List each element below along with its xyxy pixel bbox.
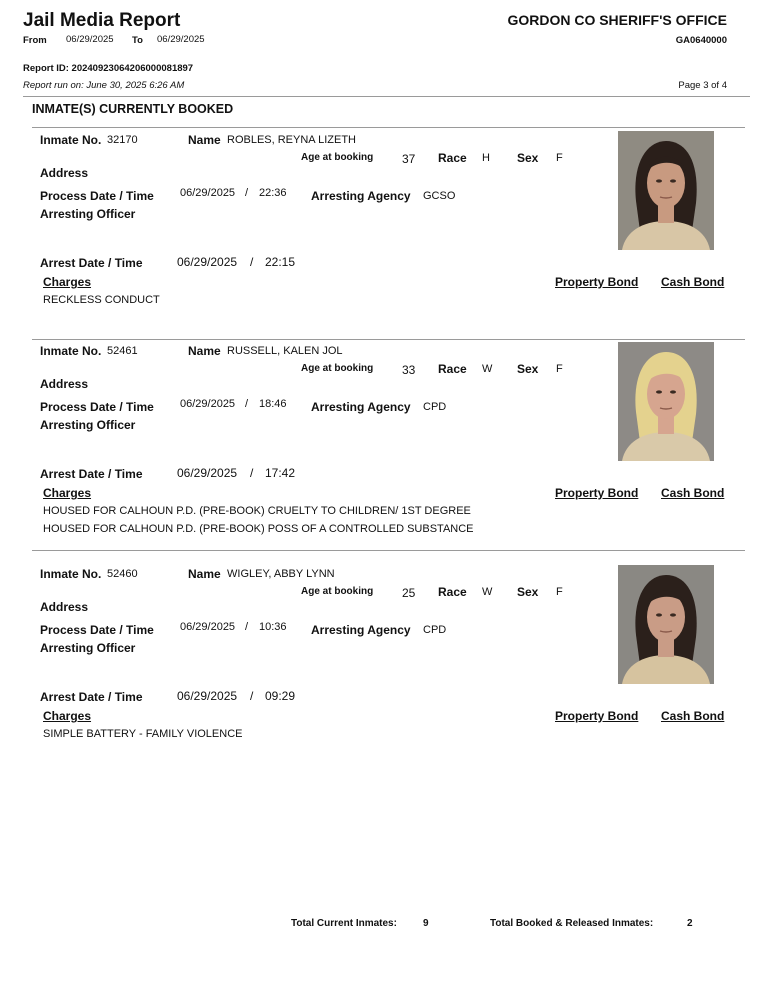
name-label: Name [188, 344, 221, 358]
race-value: H [482, 152, 490, 164]
property-bond-label: Property Bond [555, 486, 639, 500]
address-label: Address [40, 166, 89, 180]
address-label: Address [40, 377, 89, 391]
process-date: 06/29/2025 [180, 187, 236, 199]
total-booked-label: Total Booked & Released Inmates: [490, 918, 654, 929]
arrest-time: 17:42 [265, 466, 296, 480]
race-value: W [482, 586, 493, 598]
total-booked-value: 2 [687, 918, 693, 929]
sex-value: F [556, 586, 563, 598]
inmate-no-label: Inmate No. [40, 133, 102, 147]
cash-bond-label: Cash Bond [661, 275, 725, 289]
arrest-separator: / [250, 466, 254, 480]
arrest-separator: / [250, 255, 254, 269]
from-label: From [23, 35, 47, 46]
inmate-no: 32170 [107, 134, 138, 146]
process-time: 22:36 [259, 187, 287, 199]
age-value: 25 [402, 586, 416, 600]
arresting-officer-label: Arresting Officer [40, 418, 136, 432]
charge-line: SIMPLE BATTERY - FAMILY VIOLENCE [43, 728, 243, 740]
process-separator: / [245, 187, 249, 199]
sex-label: Sex [517, 151, 539, 165]
name-label: Name [188, 567, 221, 581]
inmate-no-label: Inmate No. [40, 344, 102, 358]
report-run-date: Report run on: June 30, 2025 6:26 AM [23, 80, 185, 91]
property-bond-label: Property Bond [555, 709, 639, 723]
agency-code: GA0640000 [675, 35, 727, 46]
header-divider [23, 96, 750, 97]
arrest-date-label: Arrest Date / Time [40, 467, 143, 481]
race-label: Race [438, 585, 467, 599]
charges-label: Charges [43, 486, 92, 500]
record-divider [32, 550, 745, 551]
cash-bond-label: Cash Bond [661, 486, 725, 500]
cash-bond-label: Cash Bond [661, 709, 725, 723]
process-date: 06/29/2025 [180, 398, 236, 410]
inmate-name: ROBLES, REYNA LIZETH [227, 134, 356, 146]
report-title: Jail Media Report [23, 10, 181, 31]
age-value: 37 [402, 152, 416, 166]
race-label: Race [438, 362, 467, 376]
address-label: Address [40, 600, 89, 614]
page-number: Page 3 of 4 [678, 80, 727, 91]
arrest-separator: / [250, 689, 254, 703]
arresting-officer-label: Arresting Officer [40, 641, 136, 655]
property-bond-label: Property Bond [555, 275, 639, 289]
sex-value: F [556, 152, 563, 164]
inmate-name: RUSSELL, KALEN JOL [227, 345, 343, 357]
sex-label: Sex [517, 362, 539, 376]
process-label: Process Date / Time [40, 400, 154, 414]
from-date: 06/29/2025 [66, 34, 114, 45]
arrest-date: 06/29/2025 [177, 466, 238, 480]
age-label: Age at booking [301, 363, 374, 374]
arrest-date: 06/29/2025 [177, 255, 238, 269]
report-id: Report ID: 20240923064206000081897 [23, 63, 194, 74]
age-label: Age at booking [301, 586, 374, 597]
inmate-record [0, 339, 773, 561]
section-title: INMATE(S) CURRENTLY BOOKED [32, 102, 234, 116]
arrest-date: 06/29/2025 [177, 689, 238, 703]
charge-line: HOUSED FOR CALHOUN P.D. (PRE-BOOK) POSS OF A CONTROLLED SUBSTANCE [43, 523, 474, 535]
process-time: 18:46 [259, 398, 287, 410]
to-label: To [132, 35, 143, 46]
inmate-name: WIGLEY, ABBY LYNN [227, 568, 335, 580]
age-label: Age at booking [301, 152, 374, 163]
charges-label: Charges [43, 709, 92, 723]
race-label: Race [438, 151, 467, 165]
charges-label: Charges [43, 275, 92, 289]
inmate-no-label: Inmate No. [40, 567, 102, 581]
charge-line: HOUSED FOR CALHOUN P.D. (PRE-BOOK) CRUELTY TO CHILDREN/ 1ST DEGREE [43, 505, 471, 517]
process-label: Process Date / Time [40, 189, 154, 203]
arresting-agency-label: Arresting Agency [311, 623, 411, 637]
inmate-record [0, 128, 773, 350]
process-time: 10:36 [259, 621, 287, 633]
arresting-agency: CPD [423, 401, 447, 413]
process-date: 06/29/2025 [180, 621, 236, 633]
inmate-record [0, 562, 773, 784]
arresting-agency-label: Arresting Agency [311, 189, 411, 203]
age-value: 33 [402, 363, 416, 377]
sex-label: Sex [517, 585, 539, 599]
arresting-officer-label: Arresting Officer [40, 207, 136, 221]
race-value: W [482, 363, 493, 375]
inmate-no: 52461 [107, 345, 138, 357]
total-current-value: 9 [423, 918, 429, 929]
process-separator: / [245, 621, 249, 633]
charge-line: RECKLESS CONDUCT [43, 294, 160, 306]
to-date: 06/29/2025 [157, 34, 205, 45]
process-label: Process Date / Time [40, 623, 154, 637]
mugshot-photo [618, 131, 714, 250]
total-current-label: Total Current Inmates: [291, 918, 397, 929]
arrest-date-label: Arrest Date / Time [40, 256, 143, 270]
arresting-agency-label: Arresting Agency [311, 400, 411, 414]
mugshot-photo [618, 342, 714, 461]
sex-value: F [556, 363, 563, 375]
arrest-date-label: Arrest Date / Time [40, 690, 143, 704]
process-separator: / [245, 398, 249, 410]
name-label: Name [188, 133, 221, 147]
arresting-agency: GCSO [423, 190, 456, 202]
inmate-no: 52460 [107, 568, 138, 580]
arrest-time: 09:29 [265, 689, 296, 703]
arrest-time: 22:15 [265, 255, 296, 269]
arresting-agency: CPD [423, 624, 447, 636]
agency-name: GORDON CO SHERIFF'S OFFICE [507, 12, 727, 28]
mugshot-photo [618, 565, 714, 684]
